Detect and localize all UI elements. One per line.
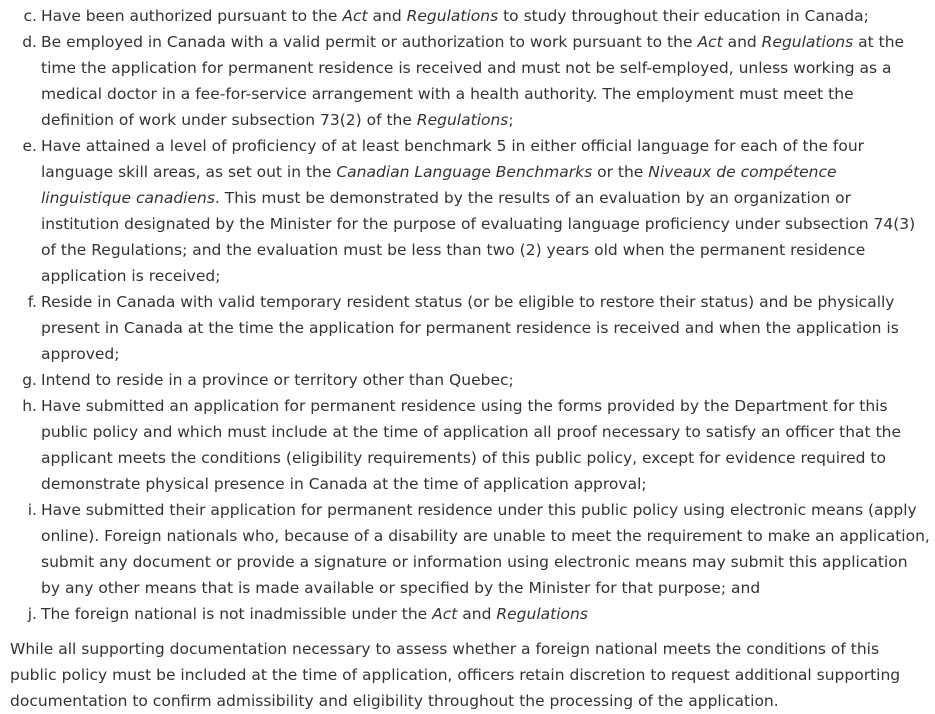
list-marker: e. <box>22 137 37 155</box>
text-run: Be employed in Canada with a valid permit or authorization to work pursuant to the <box>41 33 698 51</box>
italic-term: Act <box>342 7 368 25</box>
list-item-text <box>41 7 869 25</box>
list-item-text <box>41 293 899 363</box>
list-item-h <box>0 393 935 497</box>
text-run: . This must be demonstrated by the results of an evaluation by an organization or institution designated by the Minister for the purpose of evaluating language proficiency under subsection 74(3) of the Regulations; and the evaluation must be less than two (2) years old when the permanent residence application is received; <box>41 189 916 285</box>
italic-term: Regulations <box>496 605 588 623</box>
list-item-text <box>41 397 901 493</box>
text-run: at the time the application for permanent residence is received and must not be self-employed, unless working as a medical doctor in a fee-for-service arrangement with a health authority. The employment must meet the definition of work under subsection 73(2) of the <box>41 33 905 129</box>
list-item-c <box>0 3 935 29</box>
list-marker: f. <box>27 293 37 311</box>
italic-term: Niveaux de compétence linguistique canadiens <box>41 163 837 207</box>
text-run: Have submitted an application for permanent residence using the forms provided by the Department for this public policy and which must include at the time of application all proof necessary to satisfy an officer that the applicant meets the conditions (eligibility requirements) of this public policy, except for evidence required to demonstrate physical presence in Canada at the time of application approval; <box>41 397 902 493</box>
text-run: and <box>367 7 407 25</box>
text-run: ; <box>508 111 514 129</box>
text-run: and <box>457 605 497 623</box>
list-item-text <box>41 137 915 285</box>
text-run: or the <box>592 163 649 181</box>
list-marker: i. <box>27 501 37 519</box>
text-run: and <box>722 33 762 51</box>
text-run: The foreign national is not inadmissible under the <box>41 605 433 623</box>
list-marker: c. <box>23 7 37 25</box>
italic-term: Regulations <box>761 33 854 51</box>
list-item-g <box>0 367 935 393</box>
italic-term: Canadian Language Benchmarks <box>336 163 593 181</box>
italic-term: Regulations <box>406 7 499 25</box>
italic-term: Act <box>697 33 723 51</box>
text-run: Reside in Canada with valid temporary resident status (or be eligible to restore their status) and be physically present in Canada at the time the application for permanent residence is received and when the application is approved; <box>41 293 899 363</box>
list-item-text <box>41 371 514 389</box>
list-item-e <box>0 133 935 289</box>
text-run: Have submitted their application for permanent residence under this public policy using electronic means (apply online). Foreign nationals who, because of a disability are unable to meet the requirement to make an application, submit any document or provide a signature or information using electronic means may submit this application by any other means that is made available or specified by the Minister for that purpose; and <box>41 501 930 597</box>
list-marker: g. <box>22 371 37 389</box>
list-marker: j. <box>27 605 37 623</box>
list-item-text <box>41 33 904 129</box>
list-marker: h. <box>22 397 37 415</box>
italic-term: Act <box>432 605 458 623</box>
closing-paragraph: While all supporting documentation necessary to assess whether a foreign national meets the conditions of this public policy must be included at the time of application, officers retain discretion to request additional supporting documentation to confirm admissibility and eligibility throughout the processing of the application. <box>10 640 901 710</box>
list-item-text <box>41 605 588 623</box>
list-item-text <box>41 501 930 597</box>
text-run: Have attained a level of proficiency of at least benchmark 5 in either official language for each of the four language skill areas, as set out in the <box>41 137 865 181</box>
list-item-j <box>0 601 935 627</box>
list-item-f <box>0 289 935 367</box>
list-item-d <box>0 29 935 133</box>
list-item-i <box>0 497 935 601</box>
text-run: Have been authorized pursuant to the <box>41 7 343 25</box>
italic-term: Regulations <box>416 111 509 129</box>
text-run: Intend to reside in a province or territory other than Quebec; <box>41 371 514 389</box>
list-marker: d. <box>22 33 37 51</box>
text-run: to study throughout their education in Canada; <box>498 7 869 25</box>
